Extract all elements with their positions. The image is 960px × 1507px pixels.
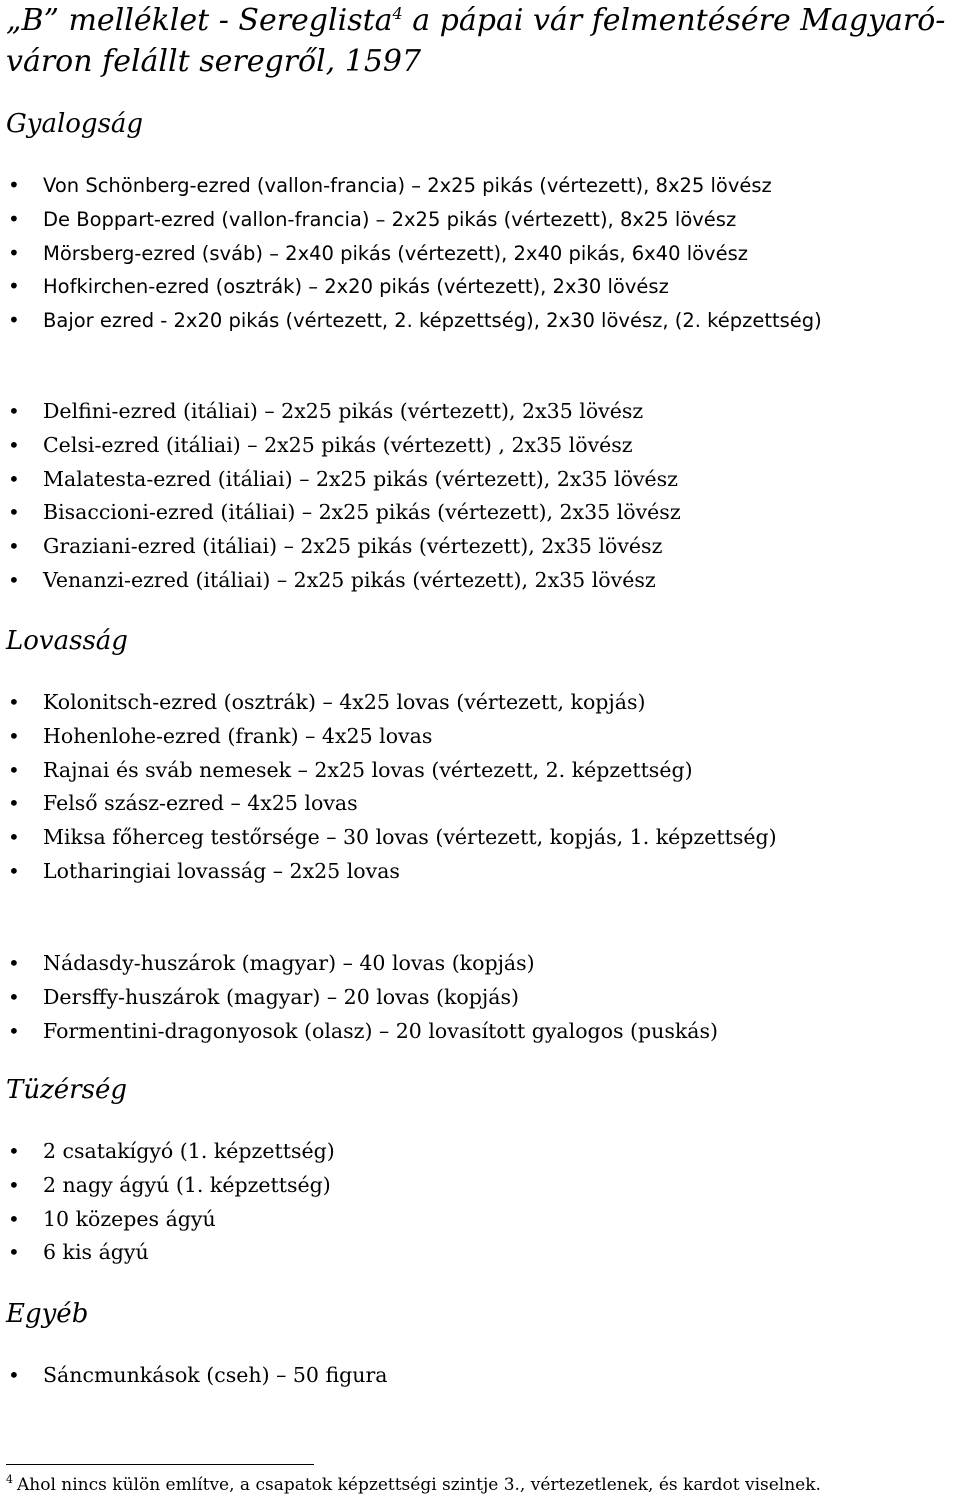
list-item-text: Nádasdy-huszárok (magyar) – 40 lovas (kopjás) [43,951,535,975]
list-item-text: Von Schönberg-ezred (vallon-francia) – 2x25 pikás (vértezett), 8x25 lövész [43,174,772,197]
section-heading-infantry: Gyalogság [6,109,144,139]
list-item-text: 6 kis ágyú [43,1240,149,1265]
list-item-text: Formentini-dragonyosok (olasz) – 20 lovasított gyalogos (puskás) [43,1018,719,1043]
list-item-text: Graziani-ezred (itáliai) – 2x25 pikás (vértezett), 2x35 lövész [43,534,663,559]
list-item [0,1359,387,1393]
bullet-icon: • [8,534,20,559]
bullet-icon: • [8,399,20,423]
footnote [6,1473,821,1497]
list-item-text: Bisaccioni-ezred (itáliai) – 2x25 pikás (vértezett), 2x35 lövész [43,500,681,525]
footnote-text: Ahol nincs külön említve, a csapatok képzettségi szintje 3., vértezetlenek, és kardot viselnek. [17,1475,821,1495]
bullet-icon: • [8,757,20,782]
bullet-icon: • [8,791,20,816]
infantry-list-2 [0,395,681,598]
list-item [0,686,777,720]
list-item-text: Mörsberg-ezred (sváb) – 2x40 pikás (vértezett), 2x40 pikás, 6x40 lövész [43,241,748,265]
bullet-icon: • [8,1172,20,1197]
list-item [0,1135,335,1169]
bullet-icon: • [8,1363,20,1387]
title-text: „B” melléklet - Sereglista [6,3,393,38]
list-item [0,304,822,338]
list-item-text: Dersffy-huszárok (magyar) – 20 lovas (kopjás) [43,984,519,1009]
bullet-icon: • [8,723,20,748]
list-item-text: Hofkirchen-ezred (osztrák) – 2x20 pikás (vértezett), 2x30 lövész [43,275,669,299]
bullet-icon: • [8,432,20,457]
list-item-text: Felső szász-ezred – 4x25 lovas [43,791,358,816]
cavalry-list-1 [0,686,777,889]
list-item-text: Venanzi-ezred (itáliai) – 2x25 pikás (vértezett), 2x35 lövész [43,567,656,592]
list-item [0,1015,718,1049]
list-item-text: Lotharingiai lovasság – 2x25 lovas [43,858,400,883]
list-item-text: Miksa főherceg testőrsége – 30 lovas (vértezett, kopjás, 1. képzettség) [43,825,777,850]
artillery-list [0,1135,335,1270]
other-list [0,1359,387,1393]
list-item [0,270,822,304]
bullet-icon: • [8,1018,20,1043]
section-heading-artillery: Tüzérség [6,1075,127,1105]
list-item [0,530,681,564]
list-item [0,981,718,1015]
bullet-icon: • [8,858,20,883]
bullet-icon: • [8,825,20,850]
list-item-text: Malatesta-ezred (itáliai) – 2x25 pikás (vértezett), 2x35 lövész [43,466,678,491]
list-item [0,720,777,754]
list-item [0,1203,335,1237]
list-item [0,947,718,981]
list-item [0,787,777,821]
list-item [0,1169,335,1203]
list-item [0,463,681,497]
footnote-separator [6,1464,314,1465]
bullet-icon: • [8,951,20,975]
bullet-icon: • [8,567,20,592]
bullet-icon: • [8,1240,20,1265]
list-item [0,429,681,463]
list-item [0,564,681,598]
list-item [0,237,822,271]
footnote-reference: 4 [392,4,403,23]
cavalry-list-2 [0,947,718,1048]
list-item-text: De Boppart-ezred (vallon-francia) – 2x25 pikás (vértezett), 8x25 lövész [43,207,737,231]
list-item [0,496,681,530]
bullet-icon: • [8,206,20,231]
section-heading-other: Egyéb [6,1299,89,1329]
list-item-text: 10 közepes ágyú [43,1206,216,1231]
bullet-icon: • [8,500,20,525]
list-item-text: Rajnai és sváb nemesek – 2x25 lovas (vértezett, 2. képzettség) [43,757,693,782]
infantry-list-1 [0,169,822,338]
list-item-text: 2 nagy ágyú (1. képzettség) [43,1172,331,1197]
footnote-number: 4 [6,1473,13,1487]
bullet-icon: • [8,984,20,1009]
list-item [0,395,681,429]
list-item [0,203,822,237]
list-item-text: Bajor ezred - 2x20 pikás (vértezett, 2. képzettség), 2x30 lövész, (2. képzettség) [43,309,822,333]
list-item [0,1236,335,1270]
bullet-icon: • [8,308,20,333]
list-item [0,855,777,889]
list-item [0,821,777,855]
document-title [6,0,956,82]
list-item [0,169,822,203]
bullet-icon: • [8,173,20,197]
bullet-icon: • [8,690,20,714]
list-item-text: Celsi-ezred (itáliai) – 2x25 pikás (vértezett) , 2x35 lövész [43,432,633,457]
bullet-icon: • [8,274,20,299]
list-item-text: Hohenlohe-ezred (frank) – 4x25 lovas [43,723,433,748]
section-heading-cavalry: Lovasság [6,626,128,656]
list-item [0,754,777,788]
list-item-text: Kolonitsch-ezred (osztrák) – 4x25 lovas (vértezett, kopjás) [43,690,646,714]
bullet-icon: • [8,1139,20,1163]
title-text-continued: a pápai vár felmentésére Magyaró-váron felállt seregről, 1597 [6,3,946,79]
bullet-icon: • [8,466,20,491]
bullet-icon: • [8,1206,20,1231]
bullet-icon: • [8,240,20,265]
list-item-text: Sáncmunkások (cseh) – 50 figura [43,1363,388,1387]
list-item-text: 2 csatakígyó (1. képzettség) [43,1139,335,1163]
list-item-text: Delfini-ezred (itáliai) – 2x25 pikás (vértezett), 2x35 lövész [43,399,644,423]
